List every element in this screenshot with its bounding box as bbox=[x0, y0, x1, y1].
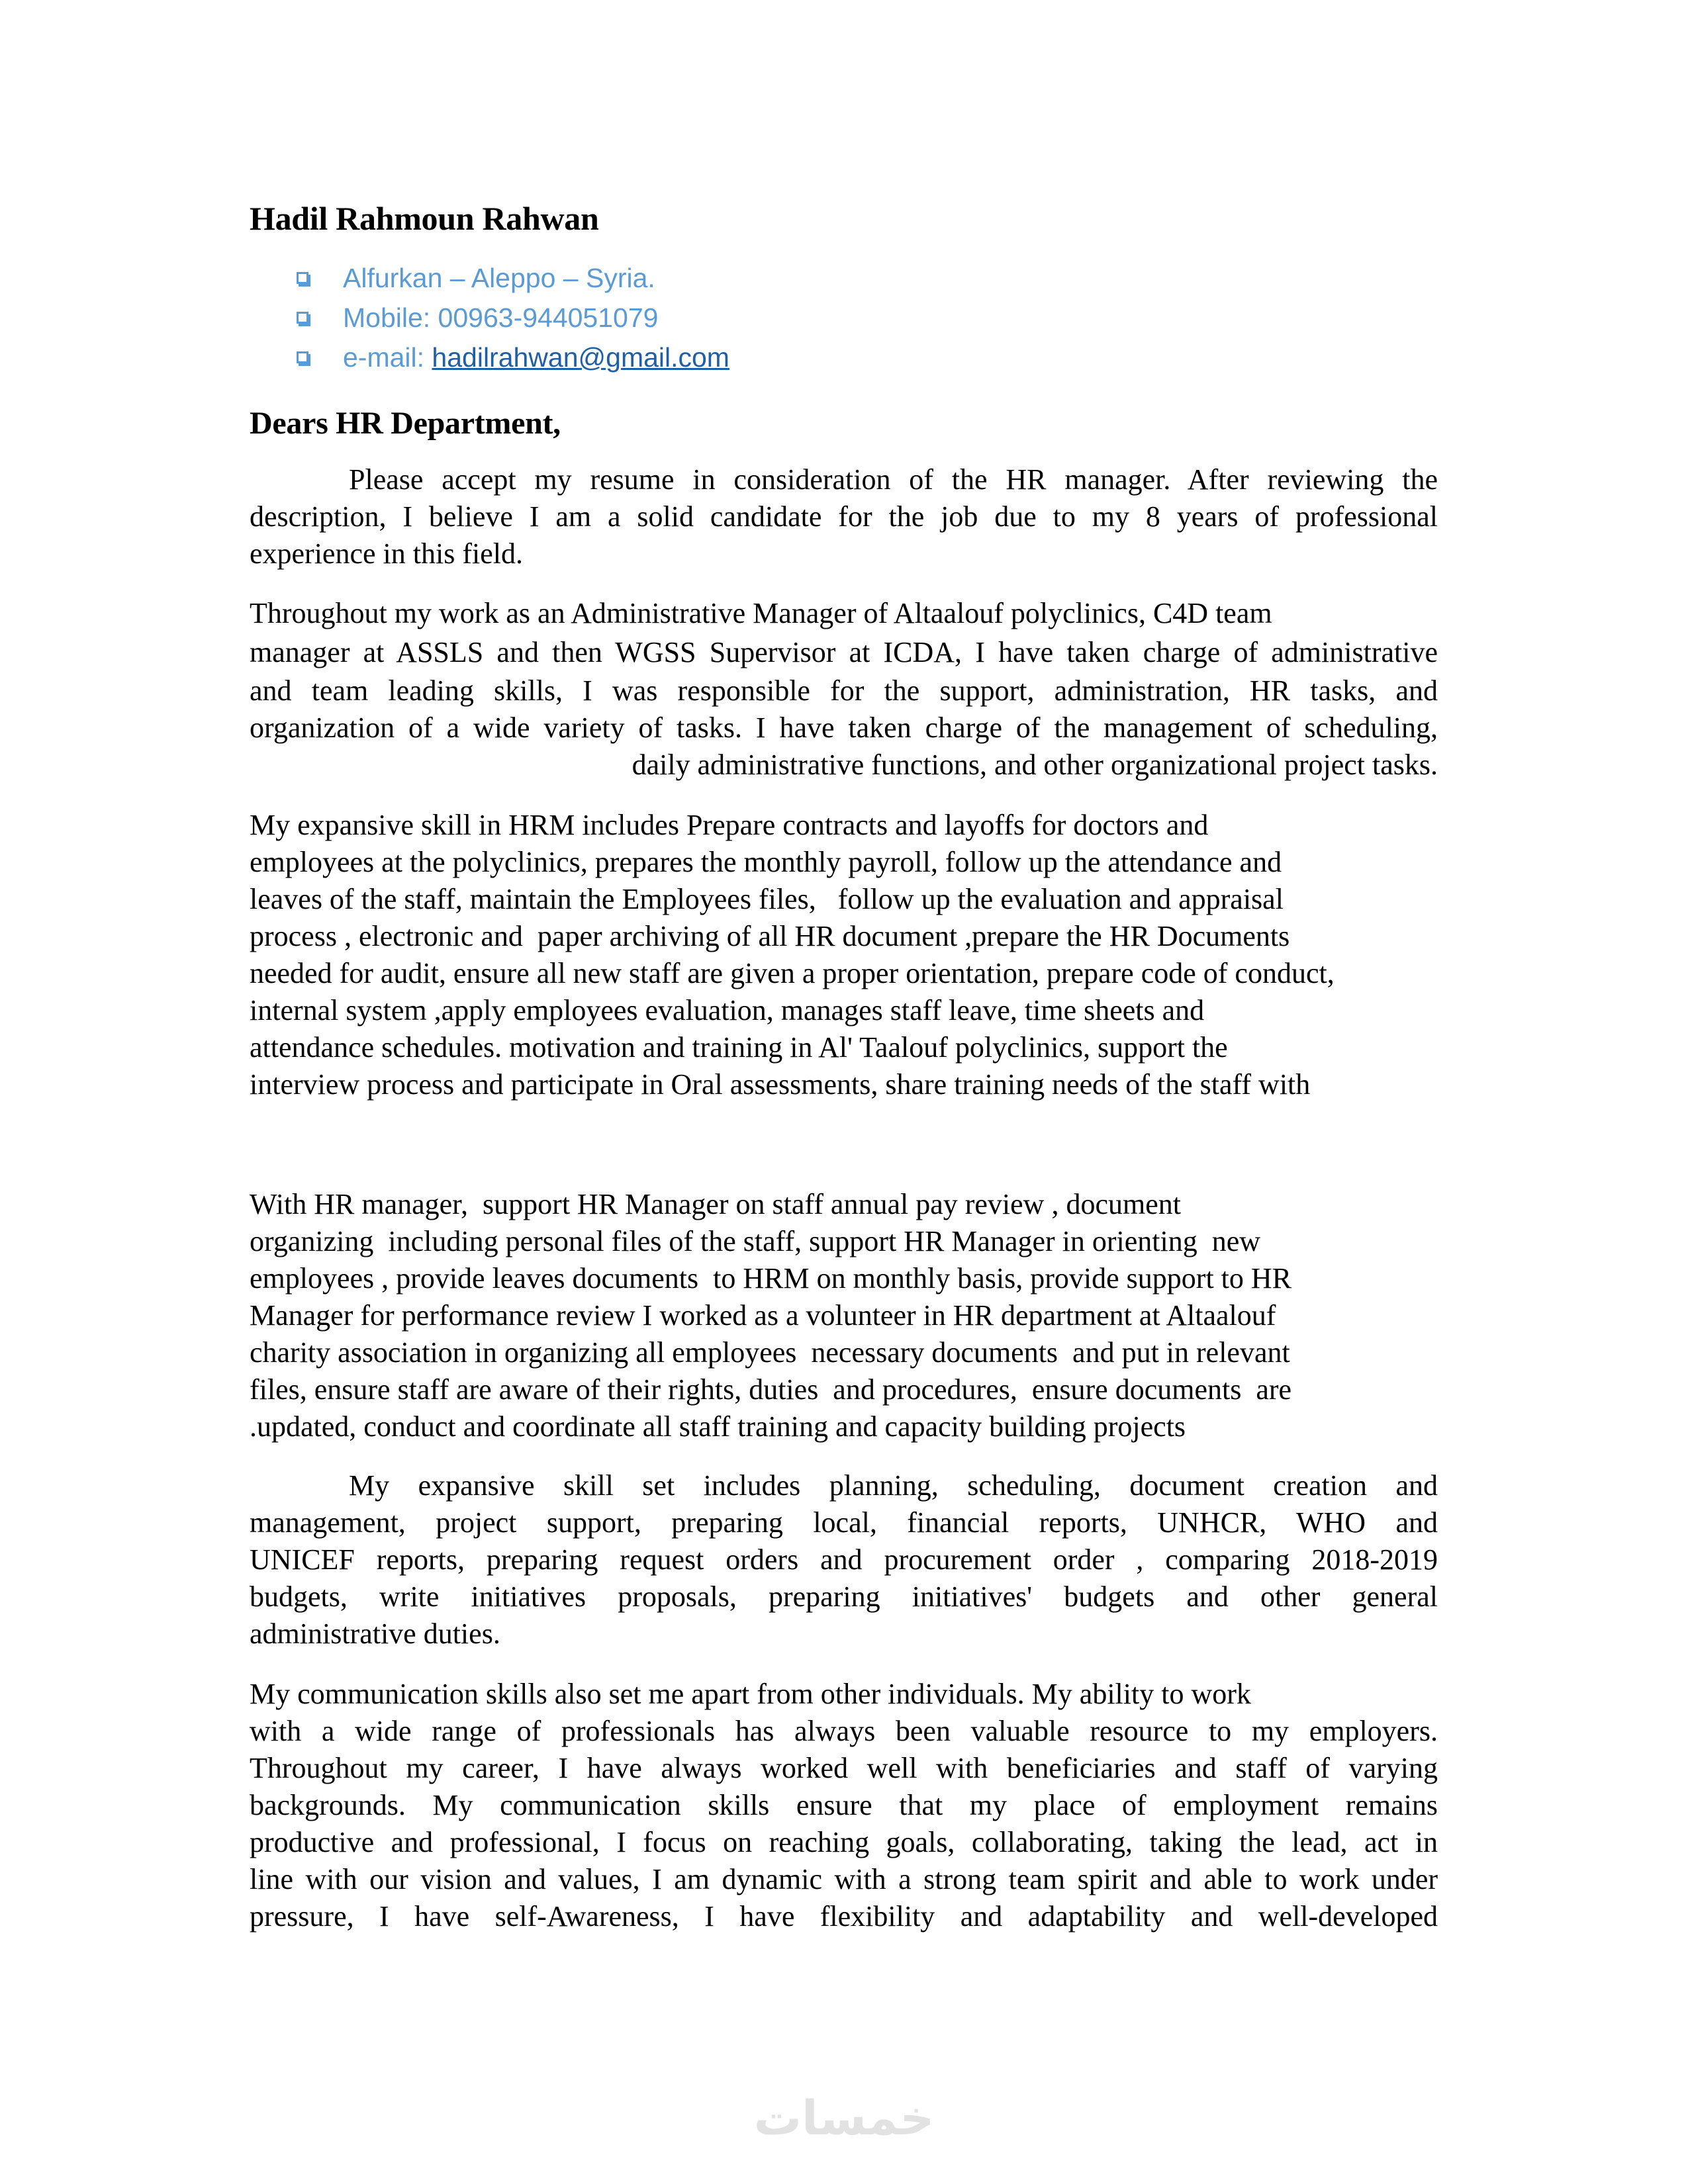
mobile-text: Mobile: 00963-944051079 bbox=[343, 302, 659, 333]
paragraph-line: internal system ,apply employees evaluation, manages staff leave, time sheets and bbox=[250, 994, 1205, 1026]
paragraph-line: organization of a wide variety of tasks. I have taken charge of the management of scheduling, bbox=[250, 711, 1438, 744]
paragraph-communication bbox=[250, 1676, 1438, 1935]
paragraph-line: administrative duties. bbox=[250, 1617, 500, 1650]
paragraph-line: with a wide range of professionals has always been valuable resource to my employers. bbox=[250, 1715, 1438, 1747]
paragraph-experience bbox=[250, 594, 1438, 784]
paragraph-line: organizing including personal files of the staff, support HR Manager in orienting new bbox=[250, 1225, 1261, 1257]
paragraph-hrm-skills bbox=[250, 807, 1438, 1103]
contact-email bbox=[291, 338, 729, 377]
paragraph-line: files, ensure staff are aware of their rights, duties and procedures, ensure documents are bbox=[250, 1373, 1292, 1406]
paragraph-skill-set bbox=[250, 1467, 1438, 1653]
paragraph-line: employees , provide leaves documents to HRM on monthly basis, provide support to HR bbox=[250, 1262, 1292, 1295]
paragraph-intro bbox=[250, 461, 1438, 572]
paragraph-line: Throughout my work as an Administrative Manager of Altaalouf polyclinics, C4D team bbox=[250, 597, 1272, 629]
email-link[interactable]: hadilrahwan@gmail.com bbox=[432, 342, 729, 373]
paragraph-line: .updated, conduct and coordinate all staff training and capacity building projects bbox=[250, 1410, 1186, 1443]
paragraph-hr-support bbox=[250, 1186, 1438, 1445]
contact-mobile bbox=[291, 298, 729, 338]
paragraph-line: pressure, I have self-Awareness, I have flexibility and adaptability and well-developed bbox=[250, 1900, 1438, 1933]
paragraph-line: line with our vision and values, I am dynamic with a strong team spirit and able to work under bbox=[250, 1863, 1438, 1895]
paragraph-line: Throughout my career, I have always worked well with beneficiaries and staff of varying bbox=[250, 1752, 1438, 1784]
paragraph-line: Please accept my resume in consideration of the HR manager. After reviewing the bbox=[349, 463, 1438, 496]
paragraph-line: charity association in organizing all employees necessary documents and put in relevant bbox=[250, 1336, 1290, 1369]
paragraph-line: budgets, write initiatives proposals, preparing initiatives' budgets and other general bbox=[250, 1580, 1438, 1613]
paragraph-line: My expansive skill in HRM includes Prepare contracts and layoffs for doctors and bbox=[250, 809, 1209, 841]
paragraph-line: attendance schedules. motivation and training in Al' Taalouf polyclinics, support the bbox=[250, 1031, 1228, 1064]
paragraph-line: interview process and participate in Oral assessments, share training needs of the staff with bbox=[250, 1068, 1311, 1101]
paragraph-line: My communication skills also set me apart from other individuals. My ability to work bbox=[250, 1678, 1251, 1710]
paragraph-line: My expansive skill set includes planning, scheduling, document creation and bbox=[349, 1469, 1438, 1502]
paragraph-line: needed for audit, ensure all new staff are given a proper orientation, prepare code of conduct, bbox=[250, 957, 1335, 989]
paragraph-line: productive and professional, I focus on reaching goals, collaborating, taking the lead, act in bbox=[250, 1826, 1438, 1858]
paragraph-line: experience in this field. bbox=[250, 537, 523, 570]
contact-list bbox=[291, 258, 729, 377]
email-label: e-mail: bbox=[343, 342, 432, 373]
paragraph-line: manager at ASSLS and then WGSS Supervisor at ICDA, I have taken charge of administrative bbox=[250, 636, 1438, 668]
applicant-name: Hadil Rahmoun Rahwan bbox=[250, 200, 599, 237]
square-bullet-icon bbox=[297, 312, 308, 324]
paragraph-line: With HR manager, support HR Manager on staff annual pay review , document bbox=[250, 1188, 1181, 1220]
khamsat-watermark-logo: خمسات bbox=[753, 2090, 935, 2146]
address-text: Alfurkan – Aleppo – Syria. bbox=[343, 263, 655, 293]
paragraph-line: leaves of the staff, maintain the Employees files, follow up the evaluation and appraisal bbox=[250, 883, 1284, 915]
paragraph-line: Manager for performance review I worked as a volunteer in HR department at Altaalouf bbox=[250, 1299, 1276, 1332]
greeting-heading: Dears HR Department, bbox=[250, 406, 561, 441]
paragraph-line: description, I believe I am a solid candidate for the job due to my 8 years of professional bbox=[250, 500, 1438, 533]
paragraph-line: management, project support, preparing local, financial reports, UNHCR, WHO and bbox=[250, 1506, 1438, 1539]
paragraph-line: employees at the polyclinics, prepares the monthly payroll, follow up the attendance and bbox=[250, 846, 1282, 878]
contact-address bbox=[291, 258, 729, 298]
square-bullet-icon bbox=[297, 272, 308, 284]
paragraph-line: backgrounds. My communication skills ensure that my place of employment remains bbox=[250, 1789, 1438, 1821]
paragraph-line: process , electronic and paper archiving of all HR document ,prepare the HR Documents bbox=[250, 920, 1290, 952]
square-bullet-icon bbox=[297, 351, 308, 363]
paragraph-line: and team leading skills, I was responsible for the support, administration, HR tasks, and bbox=[250, 674, 1438, 707]
paragraph-line: daily administrative functions, and other organizational project tasks. bbox=[632, 749, 1438, 781]
paragraph-line: UNICEF reports, preparing request orders and procurement order , comparing 2018-2019 bbox=[250, 1543, 1438, 1576]
